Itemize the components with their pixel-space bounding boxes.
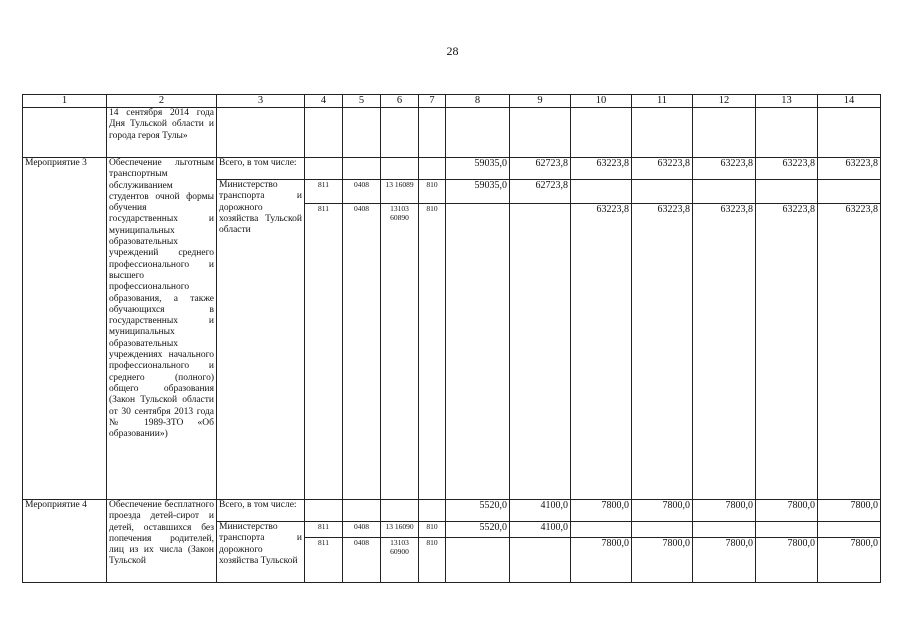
empty-cell xyxy=(510,108,571,158)
empty-cell xyxy=(571,108,632,158)
col-header-7: 7 xyxy=(419,95,446,108)
empty-cell xyxy=(343,158,381,180)
empty-cell xyxy=(305,500,343,522)
empty-cell xyxy=(305,108,343,158)
empty-cell xyxy=(818,108,881,158)
measure3-r1-c4: 811 xyxy=(305,180,343,204)
col-header-13: 13 xyxy=(756,95,818,108)
empty-cell xyxy=(632,108,693,158)
col-header-1: 1 xyxy=(23,95,107,108)
measure3-total-c14: 63223,8 xyxy=(818,158,881,180)
measure3-total-c12: 63223,8 xyxy=(693,158,756,180)
col-header-4: 4 xyxy=(305,95,343,108)
measure3-total-c13: 63223,8 xyxy=(756,158,818,180)
empty-cell xyxy=(305,158,343,180)
measure4-r2-c12: 7800,0 xyxy=(693,538,756,583)
empty-cell xyxy=(446,108,510,158)
measure3-r1-c10 xyxy=(571,180,632,204)
measure4-r1-c6: 13 16090 xyxy=(381,522,419,538)
measure4-r1-c7: 810 xyxy=(419,522,446,538)
measure3-total-c8: 59035,0 xyxy=(446,158,510,180)
col-header-3: 3 xyxy=(217,95,305,108)
measure4-r1-c10 xyxy=(571,522,632,538)
measure3-r2-c9 xyxy=(510,204,571,500)
measure4-r1-c12 xyxy=(693,522,756,538)
measure3-total-row xyxy=(23,158,881,180)
measure4-description: Обеспечение бесплатного проезда детей-сирот и детей, оставшихся без попечения родителей, лиц из их числа (Закон Тульской xyxy=(107,500,217,583)
empty-cell xyxy=(343,108,381,158)
measure4-r1-c14 xyxy=(818,522,881,538)
measure3-r2-c10: 63223,8 xyxy=(571,204,632,500)
header-row xyxy=(23,95,881,108)
measure4-r2-c5: 0408 xyxy=(343,538,381,583)
measure4-r2-c13: 7800,0 xyxy=(756,538,818,583)
measure3-r1-c11 xyxy=(632,180,693,204)
empty-cell xyxy=(419,500,446,522)
col-header-14: 14 xyxy=(818,95,881,108)
empty-cell xyxy=(381,108,419,158)
measure4-total-c10: 7800,0 xyxy=(571,500,632,522)
measure3-r1-c6: 13 16089 xyxy=(381,180,419,204)
measure3-r2-c4: 811 xyxy=(305,204,343,500)
empty-cell xyxy=(381,158,419,180)
measure4-total-c12: 7800,0 xyxy=(693,500,756,522)
measure3-r2-c13: 63223,8 xyxy=(756,204,818,500)
measure4-total-c14: 7800,0 xyxy=(818,500,881,522)
measure4-r1-c8: 5520,0 xyxy=(446,522,510,538)
empty-cell xyxy=(343,500,381,522)
measure4-r2-c7: 810 xyxy=(419,538,446,583)
col-header-8: 8 xyxy=(446,95,510,108)
measure4-r1-c11 xyxy=(632,522,693,538)
empty-cell xyxy=(419,108,446,158)
measure3-name: Мероприятие 3 xyxy=(23,158,107,500)
measure3-r2-c14: 63223,8 xyxy=(818,204,881,500)
empty-cell xyxy=(419,158,446,180)
measure3-total-c10: 63223,8 xyxy=(571,158,632,180)
measure3-r1-c5: 0408 xyxy=(343,180,381,204)
col-header-12: 12 xyxy=(693,95,756,108)
measure3-r2-c12: 63223,8 xyxy=(693,204,756,500)
measure3-total-label: Всего, в том числе: xyxy=(217,158,305,180)
continuation-cell-1 xyxy=(23,108,107,158)
measure3-r1-c8: 59035,0 xyxy=(446,180,510,204)
measure3-executor: Министерство транспорта и дорожного хозяйства Тульской области xyxy=(217,180,305,500)
measure4-r2-c4: 811 xyxy=(305,538,343,583)
measure3-description: Обеспечение льготным транспортным обслуживанием студентов очной формы обучения государственных и муниципальных образовательных учреждений среднего профессионального и высшего профессионального образования, а также обучающихся в государственных и муниципальных образовательных учреждениях начального профессионального и среднего (полного) общего образования (Закон Тульской области от 30 сентября 2013 года № 1989-ЗТО «Об образовании») xyxy=(107,158,217,500)
measure3-r2-c6: 13103 60890 xyxy=(381,204,419,500)
measure4-total-c11: 7800,0 xyxy=(632,500,693,522)
measure3-total-c9: 62723,8 xyxy=(510,158,571,180)
measure4-r1-c5: 0408 xyxy=(343,522,381,538)
measure4-r1-c4: 811 xyxy=(305,522,343,538)
page-number: 28 xyxy=(446,44,459,58)
measure4-total-c8: 5520,0 xyxy=(446,500,510,522)
measure4-total-c9: 4100,0 xyxy=(510,500,571,522)
measure4-name: Мероприятие 4 xyxy=(23,500,107,583)
col-header-9: 9 xyxy=(510,95,571,108)
continuation-row xyxy=(23,108,881,158)
measure3-total-c11: 63223,8 xyxy=(632,158,693,180)
measure4-r1-c9: 4100,0 xyxy=(510,522,571,538)
measure4-total-row xyxy=(23,500,881,522)
measure3-r2-c5: 0408 xyxy=(343,204,381,500)
empty-cell xyxy=(693,108,756,158)
measure3-r1-c13 xyxy=(756,180,818,204)
measure4-total-label: Всего, в том числе: xyxy=(217,500,305,522)
measure3-r1-c9: 62723,8 xyxy=(510,180,571,204)
continuation-description: 14 сентября 2014 года Дня Тульской области и города героя Тулы» xyxy=(107,108,217,158)
measure4-r2-c14: 7800,0 xyxy=(818,538,881,583)
col-header-11: 11 xyxy=(632,95,693,108)
col-header-10: 10 xyxy=(571,95,632,108)
measure4-r2-c9 xyxy=(510,538,571,583)
measure4-r2-c10: 7800,0 xyxy=(571,538,632,583)
continuation-cell-3 xyxy=(217,108,305,158)
measure4-r2-c6: 13103 60900 xyxy=(381,538,419,583)
measure3-r2-c7: 810 xyxy=(419,204,446,500)
col-header-2: 2 xyxy=(107,95,217,108)
measure4-executor: Министерство транспорта и дорожного хозяйства Тульской xyxy=(217,522,305,583)
measure4-total-c13: 7800,0 xyxy=(756,500,818,522)
empty-cell xyxy=(756,108,818,158)
col-header-6: 6 xyxy=(381,95,419,108)
measure3-r1-c12 xyxy=(693,180,756,204)
budget-table xyxy=(22,94,881,583)
empty-cell xyxy=(381,500,419,522)
measure4-r2-c11: 7800,0 xyxy=(632,538,693,583)
measure4-r1-c13 xyxy=(756,522,818,538)
measure3-r1-c14 xyxy=(818,180,881,204)
measure4-r2-c8 xyxy=(446,538,510,583)
col-header-5: 5 xyxy=(343,95,381,108)
measure3-r2-c11: 63223,8 xyxy=(632,204,693,500)
measure3-r1-c7: 810 xyxy=(419,180,446,204)
measure3-r2-c8 xyxy=(446,204,510,500)
